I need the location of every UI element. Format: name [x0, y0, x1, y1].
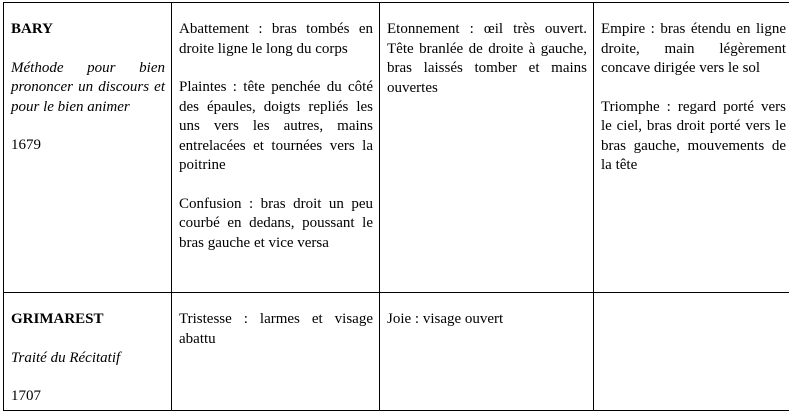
work-title: Méthode pour bien prononcer un discours et pour le bien animer	[11, 59, 165, 115]
publication-year: 1707	[11, 388, 41, 404]
emotion-entry: Abattement : bras tombés en droite ligne le long du corps	[179, 21, 373, 57]
gestures-table	[3, 2, 789, 411]
emotion-entry: Etonnement : œil très ouvert. Tête branlée de droite à gauche, bras laissés tomber et mains ouvertes	[387, 21, 587, 96]
author-cell	[4, 293, 172, 411]
author-name: BARY	[11, 21, 53, 37]
publication-year: 1679	[11, 137, 41, 153]
emotion-cell	[172, 293, 380, 411]
author-name: GRIMAREST	[11, 311, 104, 327]
table-row	[4, 3, 789, 293]
emotion-entry: Empire : bras étendu en ligne droite, main légèrement concave dirigée vers le sol	[601, 21, 786, 76]
emotion-entry: Tristesse : larmes et visage abattu	[179, 311, 373, 347]
emotion-entry: Triomphe : regard porté vers le ciel, bras droit porté vers le bras gauche, mouvements de la tête	[601, 98, 786, 173]
emotion-cell	[172, 3, 380, 293]
empty-cell	[594, 293, 789, 411]
emotion-cell	[380, 293, 594, 411]
work-title: Traité du Récitatif	[11, 349, 121, 366]
emotion-cell	[594, 3, 789, 293]
emotion-cell	[380, 3, 594, 293]
table-row	[4, 293, 789, 411]
author-cell	[4, 3, 172, 293]
emotion-entry: Confusion : bras droit un peu courbé en dedans, poussant le bras gauche et vice versa	[179, 195, 373, 251]
emotion-entry: Plaintes : tête penchée du côté des épaules, doigts repliés les uns vers les autres, mains entrelacées et tournées vers la poitrine	[179, 79, 373, 173]
emotion-entry: Joie : visage ouvert	[387, 311, 504, 327]
